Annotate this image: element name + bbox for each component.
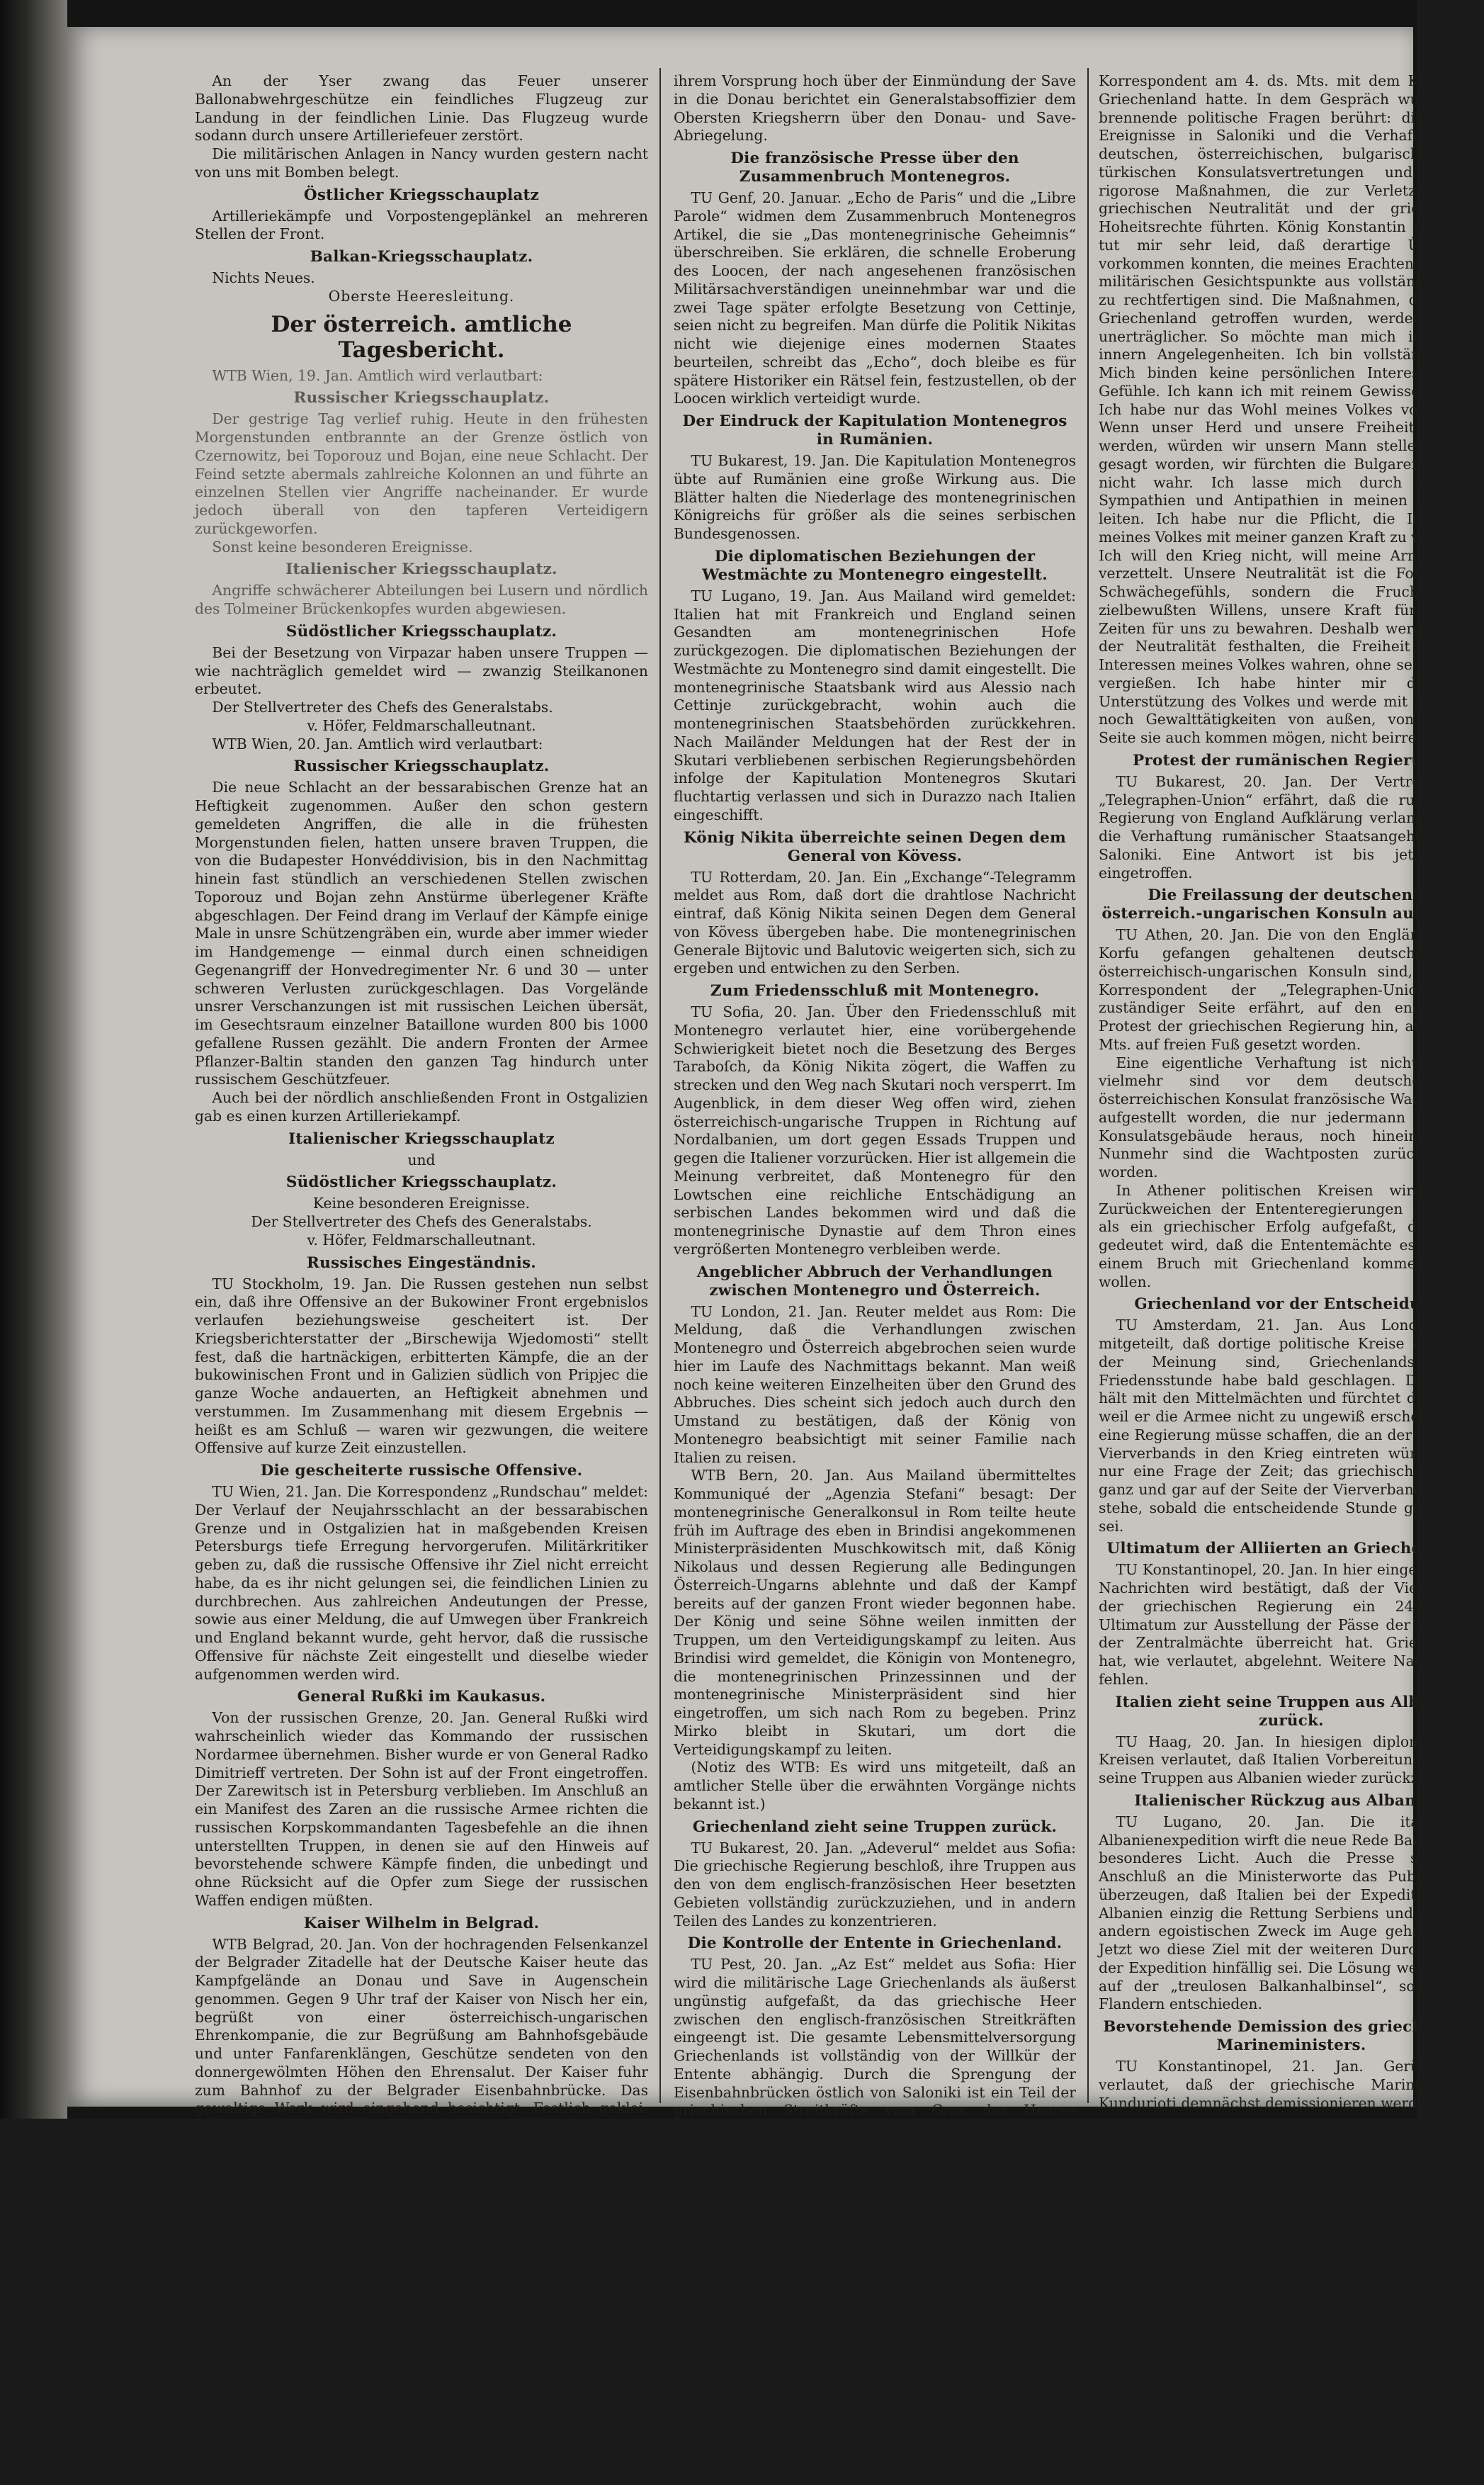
article-paragraph: TU Lugano, 20. Jan. Die italienische Albanienexpedition wirft die neue Rede Barzilais ein besonderes Licht. Auch die Presse sucht im Anschluß an die Ministerworte das Publikum zu überzeugen, daß Italien bei der Expedition nach Albanien einzig die Rettung Serbiens und keinerlei andern egoistischen Zweck im Auge gehabt habe. Jetzt wo diese Ziel mit der weiteren Durchführung der Expedition hinfällig sei. Die Lösung werde nicht auf der „treulosen Balkanhalbinsel“, sondern in Flandern entschieden.	[1099, 1813, 1484, 2013]
article-paragraph: v. Höfer, Feldmarschalleutnant.	[307, 1231, 536, 1249]
article-headline: Angeblicher Abbruch der Verhandlungen zwischen Montenegro und Österreich.	[696, 1263, 1053, 1300]
article-headline: Kaiser Wilhelm in Belgrad.	[303, 1914, 540, 1932]
article-headline: König Nikita überreichte seinen Degen dem General von Kövess.	[684, 828, 1066, 865]
article-paragraph: und	[407, 1151, 436, 1168]
article-headline: Protest der rumänischen Regierung.	[1133, 751, 1450, 770]
article-paragraph: TU Pest, 20. Jan. „Az Est“ meldet aus Sofia: Hier wird die militärische Lage Griechenlands als äußerst ungünstig aufgefaßt, da das griechische Heer zwischen den englisch-französischen Streitkräften eingeengt ist. Die gesamte Lebensmittelversorgung Griechenlands ist vollständig von der Willkür der Entente abhängig. Durch die Sprengung der Eisenbahnbrücken östlich von Saloniki ist ein Teil der griechischen Streitkräfte vom Gros des Heeres abgeschnitten. Die Entente übt in allen griechischen Häfen eine Kontrolle über die Menge der eingeführten Lebensmitteln aus. Die Menge, die eingeführt werden darf, reicht lediglich nur für eine tägliche Verpflegung der Bevölkerung aus. In Saloniki hat die Frage in den letzten Ereignissen von Bedeutung ergriffen.	[674, 1956, 1076, 2228]
article-paragraph: TU Sofia, 20. Jan. Über den Friedensschluß mit Montenegro verlautet hier, eine vorübergehende Schwierigkeit bietet noch die Besetzung des Berges Taraboſch, da König Nikita zögert, die Waffen zu strecken und den Weg nach Skutari noch versperrt. Im Augenblick, in dem dieser Weg offen wird, ziehen österreichisch-ungarische Truppen in Richtung auf Nordalbanien, um dort gegen Essads Truppen und gegen die Italiener vorzurücken. Hier ist allgemein die Meinung verbreitet, daß Montenegro für den Lowtschen eine reichliche Entschädigung an serbischen Landes bekommen wird und daß die montenegrinische Dynastie auf dem Thron eines vergrößerten Montenegro verbleiben werde.	[674, 1003, 1076, 1258]
article-paragraph: TU London, 21. Jan. Reuter meldet aus Rom: Die Meldung, daß die Verhandlungen zwischen Montenegro und Österreich abgebrochen seien wurde hier im Laufe des Nachmittags bekannt. Man weiß noch keine weiteren Einzelheiten über den Grund des Abbruches. Dies scheint sich jedoch auch durch den Umstand zu bestätigen, daß der König von Montenegro beabsichtigt mit seiner Familie nach Italien zu reisen.	[674, 1302, 1076, 1466]
article-paragraph: Angriffe schwächerer Abteilungen bei Lusern und nördlich des Tolmeiner Brückenkopfes wurden abgewiesen.	[195, 582, 648, 617]
article-headline: Die Kontrolle der Entente in Griechenland.	[687, 1934, 1063, 1953]
article-headline: Eine Unterredung mit König Konstantin.	[697, 2233, 1053, 2252]
column-rule	[1087, 68, 1089, 2103]
article-paragraph: TU Stockholm, 19. Jan. Die Russen gestehen nun selbst ein, daß ihre Offensive an der Bukowiner Front ergebnislos verlaufen beziehungsweise gescheitert ist. Der Kriegsberichterstatter der „Birschewija Wjedomosti“ stellt fest, daß die hartnäckigen, erbitterten Kämpfe, die an der bukowinischen Front und in Galizien südlich von Pripjec die ganze Woche andauerten, an Heftigkeit abnehmen und verstummen. Im Zusammenhang mit diesem Ergebnis — heißt es am Schluß — waren wir gezwungen, die weitere Offensive auf kurze Zeit einzustellen.	[195, 1275, 648, 1457]
article-headline: Italienischer Kriegsschauplatz.	[285, 560, 557, 579]
column-right	[1099, 72, 1484, 2484]
article-paragraph: (Notiz des WTB: Es wird uns mitgeteilt, daß an amtlicher Stelle über die erwähnten Vorgänge nichts bekannt ist.)	[674, 1759, 1076, 1813]
book-binding-spine	[0, 0, 67, 2119]
article-headline: Italienischer Rückzug aus Albanien.	[1134, 1791, 1449, 1810]
article-paragraph: Der gestrige Tag verlief ruhig. Heute in den frühesten Morgenstunden entbrannte an der Grenze östlich von Czernowitz, bei Toporouz und Bojan, eine neue Schlacht. Der Feind setzte abermals zahlreiche Kolonnen an und führte an einzelnen Stellen vier Angriffe nacheinander. Er wurde jedoch überall von den tapferen Verteidigern zurückgeworfen.	[195, 410, 648, 537]
article-headline: Russisches Eingeständnis.	[307, 1253, 536, 1272]
article-headline: Ultimatum der Alliierten an Griechenland.	[1106, 1540, 1476, 1558]
article-headline: Italien zieht seine Truppen aus Albanien zurück.	[1115, 1693, 1468, 1730]
column-middle	[674, 72, 1076, 2291]
article-headline: Zum Friedensschluß mit Montenegro.	[710, 982, 1040, 1000]
article-paragraph: Die militärischen Anlagen in Nancy wurden gestern nacht von uns mit Bomben belegt.	[195, 145, 648, 181]
article-paragraph: Der Stellvertreter des Chefs des Generalstabs.	[251, 1213, 592, 1230]
article-paragraph: TU Amsterdam, 21. Jan. Aus London wird mitgeteilt, daß dortige politische Kreise allgemein der Meinung sind, Griechenlands letzte Friedensstunde habe bald geschlagen. Der König hält mit den Mittelmächten und fürchtet den Krieg, weil er die Armee nicht zu ungewiß erscheint. Aber eine Regierung müsse schaffen, die an der Seite des Vierverbands in den Krieg eintreten würde, wäre nur eine Frage der Zeit; das griechische Militär, ganz und gar auf der Seite der Vierverbandsmächte stehe, sobald die entscheidende Stunde gekommen sei.	[1099, 1317, 1484, 1535]
article-headline: Russischer Kriegsschauplatz.	[293, 389, 550, 407]
article-paragraph: Auch bei der nördlich anschließenden Front in Ostgalizien gab es einen kurzen Artilleriekampf.	[195, 1089, 648, 1125]
article-headline: Der Eindruck der Kapitulation Montenegros in Rumänien.	[682, 412, 1067, 449]
article-paragraph: TU Konstantinopel, 20. Jan. In hier eingetroffenen Nachrichten wird bestätigt, daß der Vierverband der griechischen Regierung ein 24stündiges Ultimatum zur Ausstellung der Pässe der Vertreter der Zentralmächte überreicht hat. Griechenland hat, wie verlautet, abgelehnt. Weitere Nachrichten fehlen.	[1099, 1561, 1484, 1688]
article-headline: Griechenland zieht seine Truppen zurück.	[692, 1818, 1058, 1836]
article-paragraph: TU Haag, 20. Jan. In hiesigen diplomatischen Kreisen verlautet, daß Italien Vorbereitungen trifft, seine Truppen aus Albanien wieder zurückzuziehen.	[1099, 1732, 1484, 1786]
article-paragraph: WTB Wien, 20. Jan. Amtlich wird verlautbart:	[212, 735, 543, 753]
article-paragraph: TU Konstantinopel, 21. Jan. Gerüchtweise verlautet, daß der griechische Marineminister Kundurioti demnächst demissionieren werde.	[1099, 2058, 1484, 2112]
article-paragraph: TU Berlin, 19. Jan. Der „Berliner Lokal-Anzeiger veröffentlicht eine Unterredung, die sein Athener	[674, 2255, 1076, 2291]
article-paragraph: TU Rotterdam, 20. Jan. Ein „Exchange“-Telegramm meldet aus Rom, daß dort die drahtlose Nachricht eintraf, daß König Nikita seinen Degen dem General von Kövess übergeben habe. Die montenegrinischen Generale Bijtovic und Balutovic weigerten sich, sich zu ergeben und entwichen zu den Serben.	[674, 868, 1076, 977]
article-paragraph: TU Genf, 20. Januar. „Echo de Paris“ und die „Libre Parole“ widmen dem Zusammenbruch Montenegros Artikel, die sie „Das montenegrinische Geheimnis“ überschreiben. Sie erklären, die schnelle Eroberung des Loocen, der nach angesehenen französischen Militärsachverständigen uneinnehmbar war und die zwei Tage später erfolgte Besetzung von Cettinje, seien nicht zu begreifen. Man dürfe die Politik Nikitas nicht wie diejenige eines modernen Staates beurteilen, schreibt das „Echo“, doch bleibe es für spätere Historiker ein Rätsel fein, festzustellen, ob der Loocen wirklich verteidigt wurde.	[674, 189, 1076, 407]
article-paragraph: WTB Bern, 20. Jan. Aus Mailand übermitteltes Kommuniqué der „Agenzia Stefani“ besagt: Der montenegrinische Generalkonsul in Rom teilte heute früh im Auftrage des eben in Brindisi angekommenen Ministerpräsidenten Muschkowitsch mit, daß König Nikolaus und dessen Regierung alle Bedingungen Österreich-Ungarns ablehnte und daß der Kampf bereits auf der ganzen Front wieder begonnen habe. Der König und seine Söhne weilen inmitten der Truppen, um den Verteidigungskampf zu leiten. Aus Brindisi wird gemeldet, die Königin von Montenegro, die montenegrinischen Prinzessinnen und der montenegrinische Ministerpräsident sind hier eingetroffen, um sich nach Rom zu begeben. Prinz Mirko bleibt in Skutari, um dort die Verteidigungskampf zu leiten.	[674, 1467, 1076, 1758]
article-headline: Die gescheiterte russische Offensive.	[260, 1462, 583, 1480]
article-headline: Italienischer Kriegsschauplatz	[288, 1129, 555, 1148]
article-paragraph: Artilleriekämpfe und Vorpostengeplänkel an mehreren Stellen der Front.	[195, 207, 648, 243]
article-headline: Der österreich. amtliche Tagesbericht.	[271, 311, 572, 363]
article-headline: Russischer Kriegsschauplatz.	[293, 757, 550, 776]
article-headline: Die diplomatischen Beziehungen der Westmächte zu Montenegro eingestellt.	[702, 547, 1048, 584]
article-paragraph: An der Yser zwang das Feuer unserer Ballonabwehrgeschütze ein feindliches Flugzeug zur Landung in der feindlichen Linie. Das Flugzeug wurde sodann durch unsere Artilleriefeuer zerstört.	[195, 72, 648, 145]
article-paragraph: Der Stellvertreter des Chefs des Generalstabs.	[212, 699, 553, 716]
article-paragraph: v. Höfer, Feldmarschalleutnant.	[307, 716, 536, 734]
article-headline: Die französische Presse über den Zusammenbruch Montenegros.	[730, 150, 1019, 186]
article-paragraph: TU Bukarest, 20. Jan. „Adeverul“ meldet aus Sofia: Die griechische Regierung beschloß, ihre Truppen aus den von dem englisch-französischen Heer besetzten Gebieten vollständig zurückzuziehen, und in andern Teilen des Landes zu konzentrieren.	[674, 1839, 1076, 1929]
article-paragraph: Von der russischen Grenze, 20. Jan. General Rußki wird wahrscheinlich wieder das Kommando der russischen Nordarmee übernehmen. Bisher wurde er von General Radko Dimitrieff vertreten. Der Sohn ist auf der Front eingetroffen. Der Zarewitsch ist in Petersburg verblieben. Im Anschluß an ein Manifest des Zaren an die russische Armee richten die russischen Korpskommandanten Tagesbefehle an die ihnen unterstellten Truppen, in denen sie auf den Hinweis auf bevorstehende schwere Kämpfe finden, die unbedingt und ohne Rücksicht auf die Opfer zum Siege der russischen Waffen endigen müßten.	[195, 1709, 648, 1909]
article-headline: General Rußki im Kaukasus.	[297, 1688, 546, 1706]
article-paragraph: Die neue Schlacht an der bessarabischen Grenze hat an Heftigkeit zugenommen. Außer den schon gestern gemeldeten Angriffen, die alle in die frühesten Morgenstunden fielen, hatten unsere braven Truppen, die von die Budapester Honvéddivision, bis in den Nachmittag hinein fast stündlich an verschiedenen Stellen zwischen Toporouz und Bojan zehn Anstürme überlegener Kräfte abgeschlagen. Der Feind drang im Verlauf der Kämpfe einige Male in unsre Schützengräben ein, wurde aber immer wieder im Handgemenge — einmal durch einen schneidigen Gegenangriff der Honvedregimenter Nr. 6 und 30 — unter schweren Verlusten zurückgeschlagen. Das Vorgelände unsrer Verschanzungen ist mit russischen Leichen übersät, im Gesechtsraum einzelner Bataillone wurden 800 bis 1000 gefallene Russen gezählt. Die andern Fronten der Armee Pflanzer-Baltin standen den ganzen Tag hindurch unter russischem Geschützfeuer.	[195, 779, 648, 1088]
article-headline: Eine Ansprache des Königs von Bulgaren bei der Galatafel.	[1112, 2117, 1471, 2153]
article-paragraph: WTB Belgrad, 20. Jan. Von der hochragenden Felsenkanzel der Belgrader Zitadelle hat der Deutsche Kaiser heute das Kampfgelände an Donau und Save in Augenschein genommen. Gegen 9 Uhr traf der Kaiser von Nisch her ein, begrüßt von einer österreichisch-ungarischen Ehrenkompanie, die zur Begrüßung am Bahnhofsgebäude und unter Fanfarenklängen, Geschütze sendeten von den donnergewölmten Höhen den Ehrensalut. Der Kaiser fuhr zum Bahnhof zu der Belgrader Eisenbahnbrücke. Das gewaltige Werk wird eingehend besichtigt. Festlich geklei-detes Publikum geht ungehindert durch die Straße. Auf	[195, 1935, 648, 2135]
article-paragraph: Oberste Heeresleitung.	[328, 287, 515, 305]
article-paragraph: Eine eigentliche Verhaftung ist nicht erfolgt; vielmehr sind vor dem deutschen und österreichischen Konsulat französische Wachtposten aufgestellt worden, die nur jedermann aus dem Konsulatsgebäude heraus, noch hinein ließen. Nunmehr sind die Wachtposten zurückgezogen worden.	[1099, 1054, 1484, 1180]
article-paragraph: Sonst keine besonderen Ereignisse.	[212, 538, 473, 556]
article-paragraph: TU Athen, 20. Jan. Die von den Engländern auf Korfu gefangen gehaltenen deutschen und österreichisch-ungarischen Konsuln sind, wie der Korrespondent der „Telegraphen-Union“ von zuständiger Seite erfährt, auf den energischen Protest der griechischen Regierung hin, am 14. ds. Mts. auf freien Fuß gesetzt worden.	[1099, 926, 1484, 1053]
article-paragraph: TU Wien, 21. Jan. Die Korrespondenz „Rundschau“ meldet: Der Verlauf der Neujahrsschlacht an der bessarabischen Grenze und in Ostgalizien hat in maßgebenden Kreisen Petersburgs tiefe Erregung hervorgerufen. Militärkritiker geben zu, daß die russische Offensive ihr Ziel nicht erreicht habe, da es ihr nicht gelungen sei, die feindlichen Linien zu durchbrechen. Aus zahlreichen Andeutungen der Presse, sowie aus einer Meldung, die auf Umwegen über Frankreich und England bekannt wurde, geht hervor, daß die russische Offensive für nächste Zeit eingestellt und dieselbe wieder aufgenommen werden wird.	[195, 1483, 648, 1683]
article-headline: Bevorstehende Demission des griechischen Marineministers.	[1103, 2018, 1480, 2054]
article-headline: Griechenland vor der Entscheidung.	[1134, 1295, 1449, 1314]
article-paragraph: TU Lugano, 19. Jan. Aus Mailand wird gemeldet: Italien hat mit Frankreich und England seinen Gesandten am montenegrinischen Hofe zurückgezogen. Die diplomatischen Beziehungen der Westmächte zu Montenegro sind damit eingestellt. Die montenegrinische Staatsbank wird aus Alessio nach Cettinje zurückgebracht, wohin auch die montenegrinischen Staatsbehörden zurückkehren. Nach Mailänder Meldungen hat der Rest der in Skutari verbliebenen serbischen Regierungsbehörden infolge der Kapitulation Montenegros Skutari fluchtartig verlassen und sich in Durazzo nach Italien eingeschifft.	[674, 587, 1076, 823]
article-headline: Balkan-Kriegsschauplatz.	[310, 248, 533, 266]
column-left	[195, 72, 648, 2135]
article-paragraph: Nichts Neues.	[212, 269, 315, 286]
article-headline: Östlicher Kriegsschauplatz	[303, 186, 540, 204]
column-rule	[659, 68, 661, 2103]
newspaper-page	[67, 27, 1484, 2484]
article-headline: Südöstlicher Kriegsschauplatz.	[285, 1173, 557, 1192]
article-paragraph: WTB Wien, 19. Jan. Amtlich wird verlautbart:	[212, 366, 543, 384]
article-paragraph: TU Bukarest, 20. Jan. Der Vertreter der „Telegraphen-Union“ erfährt, daß die rumänische Regierung von England Aufklärung verlangte, über die Verhaftung rumänischer Staatsangehöriger in Saloniki. Eine Antwort ist bis jetzt nicht eingetroffen.	[1099, 772, 1484, 881]
article-paragraph: TU Bukarest, 19. Jan. Die Kapitulation Montenegros übte auf Rumänien eine große Wirkung aus. Die Blätter halten die Niederlage des montenegrinischen Königreichs für größer als die seines serbischen Bundesgenossen.	[674, 452, 1076, 542]
article-paragraph: In Athener politischen Kreisen wird dieses Zurückweichen der Ententeregierungen allgemein als ein griechischer Erfolg aufgefaßt, der dahin gedeutet wird, daß die Ententemächte es nicht zu einem Bruch mit Griechenland kommen lassen wollen.	[1099, 1181, 1484, 1290]
article-paragraph: Korrespondent am 4. ds. Mts. mit dem König von Griechenland hatte. In dem Gespräch wurden die brennende politische Fragen berührt: die letzten Ereignisse in Saloniki und die Verhaftung der deutschen, österreichischen, bulgarischen und türkischen Konsulatsvertretungen und andere rigorose Maßnahmen, die zur Verletzung der griechischen Neutralität und der griechischen Hoheitsrechte führten. König Konstantin sagte: Es tut mir sehr leid, daß derartige Übergriffe vorkommen konnten, die meines Erachtens nur aus militärischen Gesichtspunkte aus vollständig nicht zu rechtfertigen sind. Die Maßnahmen, die gegen Griechenland getroffen wurden, werden immer unerträglicher. So möchte man mich in unsere innern Angelegenheiten. Ich bin vollständig frei. Mich binden keine persönlichen Interessen und Gefühle. Ich kann ich mit reinem Gewissen sagen: Ich habe nur das Wohl meines Volkes vor Augen. Wenn unser Herd und unsere Freiheit bedroht werden, würden wir unsern Mann stellen. Es ist gesagt worden, wir fürchten die Bulgaren; das ist nicht wahr. Ich lasse mich durch keinerlei Sympathien und Antipathien in meinen Gefühlen leiten. Ich habe nur die Pflicht, die Interessen meines Volkes mit meiner ganzen Kraft zu vertreten. Ich will den Krieg nicht, will meine Armee nicht verzettelt. Unsere Neutralität ist die Folge eines Schwächegefühls, sondern die Frucht eines zielbewußten Willens, unsere Kraft für spätere Zeiten für uns zu bewahren. Deshalb werde ich an der Neutralität festhalten, die Freiheit und die Interessen meines Volkes wahren, ohne sein Blut zu vergießen. Ich habe hinter mir die volle Unterstützung des Volkes und werde mit Aufgaben noch Gewalttätigkeiten von außen, von welcher Seite sie auch kommen mögen, nicht beirren lassen.	[1099, 72, 1484, 746]
article-paragraph: TU Sofia, 20. Jan. Während der Galatafel, die wegen der Anwesenheit Kaiser Wilhelms in Nisch am 18. Januar abgehalten wurde, hielt der König von Bulgarien eine Ansprache, in der er sagte: Die Welt blickt mit Staunen und Bewunderung die Kraft Deutschlands und seiner Verbündeten kennen gelernt und glaubt an die Unbesiegbarkeit des Heeres unter der Leitung und Führung seines Kaisers. Ich erhebe mein Glas auf die kostbare Gesundheit und das fernere Wohlergehen des erlauchten Kriegsherrn des deutschen Heeres, meines mächtigen und ruhmreichen Freundes. Majestät des deutschen Kaisers, daß das Jahr 1916 zu einem dauerhaften Frieden, daß die Frucht unserer Siege bringen möge, einen Frieden, der es meinem Volke gestattet, in Zukunft auch in treuer Mitarbeiter an den Werken der Kultur zu werden. Wenn uns das Schicksal	[1099, 2156, 1484, 2484]
article-headline: Südöstlicher Kriegsschauplatz.	[285, 622, 557, 641]
article-headline: Die Freilassung der deutschen u. österreich.-ungarischen Konsuln auf Korfu.	[1101, 886, 1481, 923]
article-paragraph: Bei der Besetzung von Virpazar haben unsere Truppen — wie nachträglich gemeldet wird — zwanzig Steilkanonen erbeutet.	[195, 643, 648, 698]
article-paragraph: Keine besonderen Ereignisse.	[312, 1195, 531, 1212]
article-paragraph: ihrem Vorsprung hoch über der Einmündung der Save in die Donau berichtet ein Generalstabsoffizier dem Obersten Kriegsherrn über den Donau- und Save-Abriegelung.	[674, 72, 1076, 145]
